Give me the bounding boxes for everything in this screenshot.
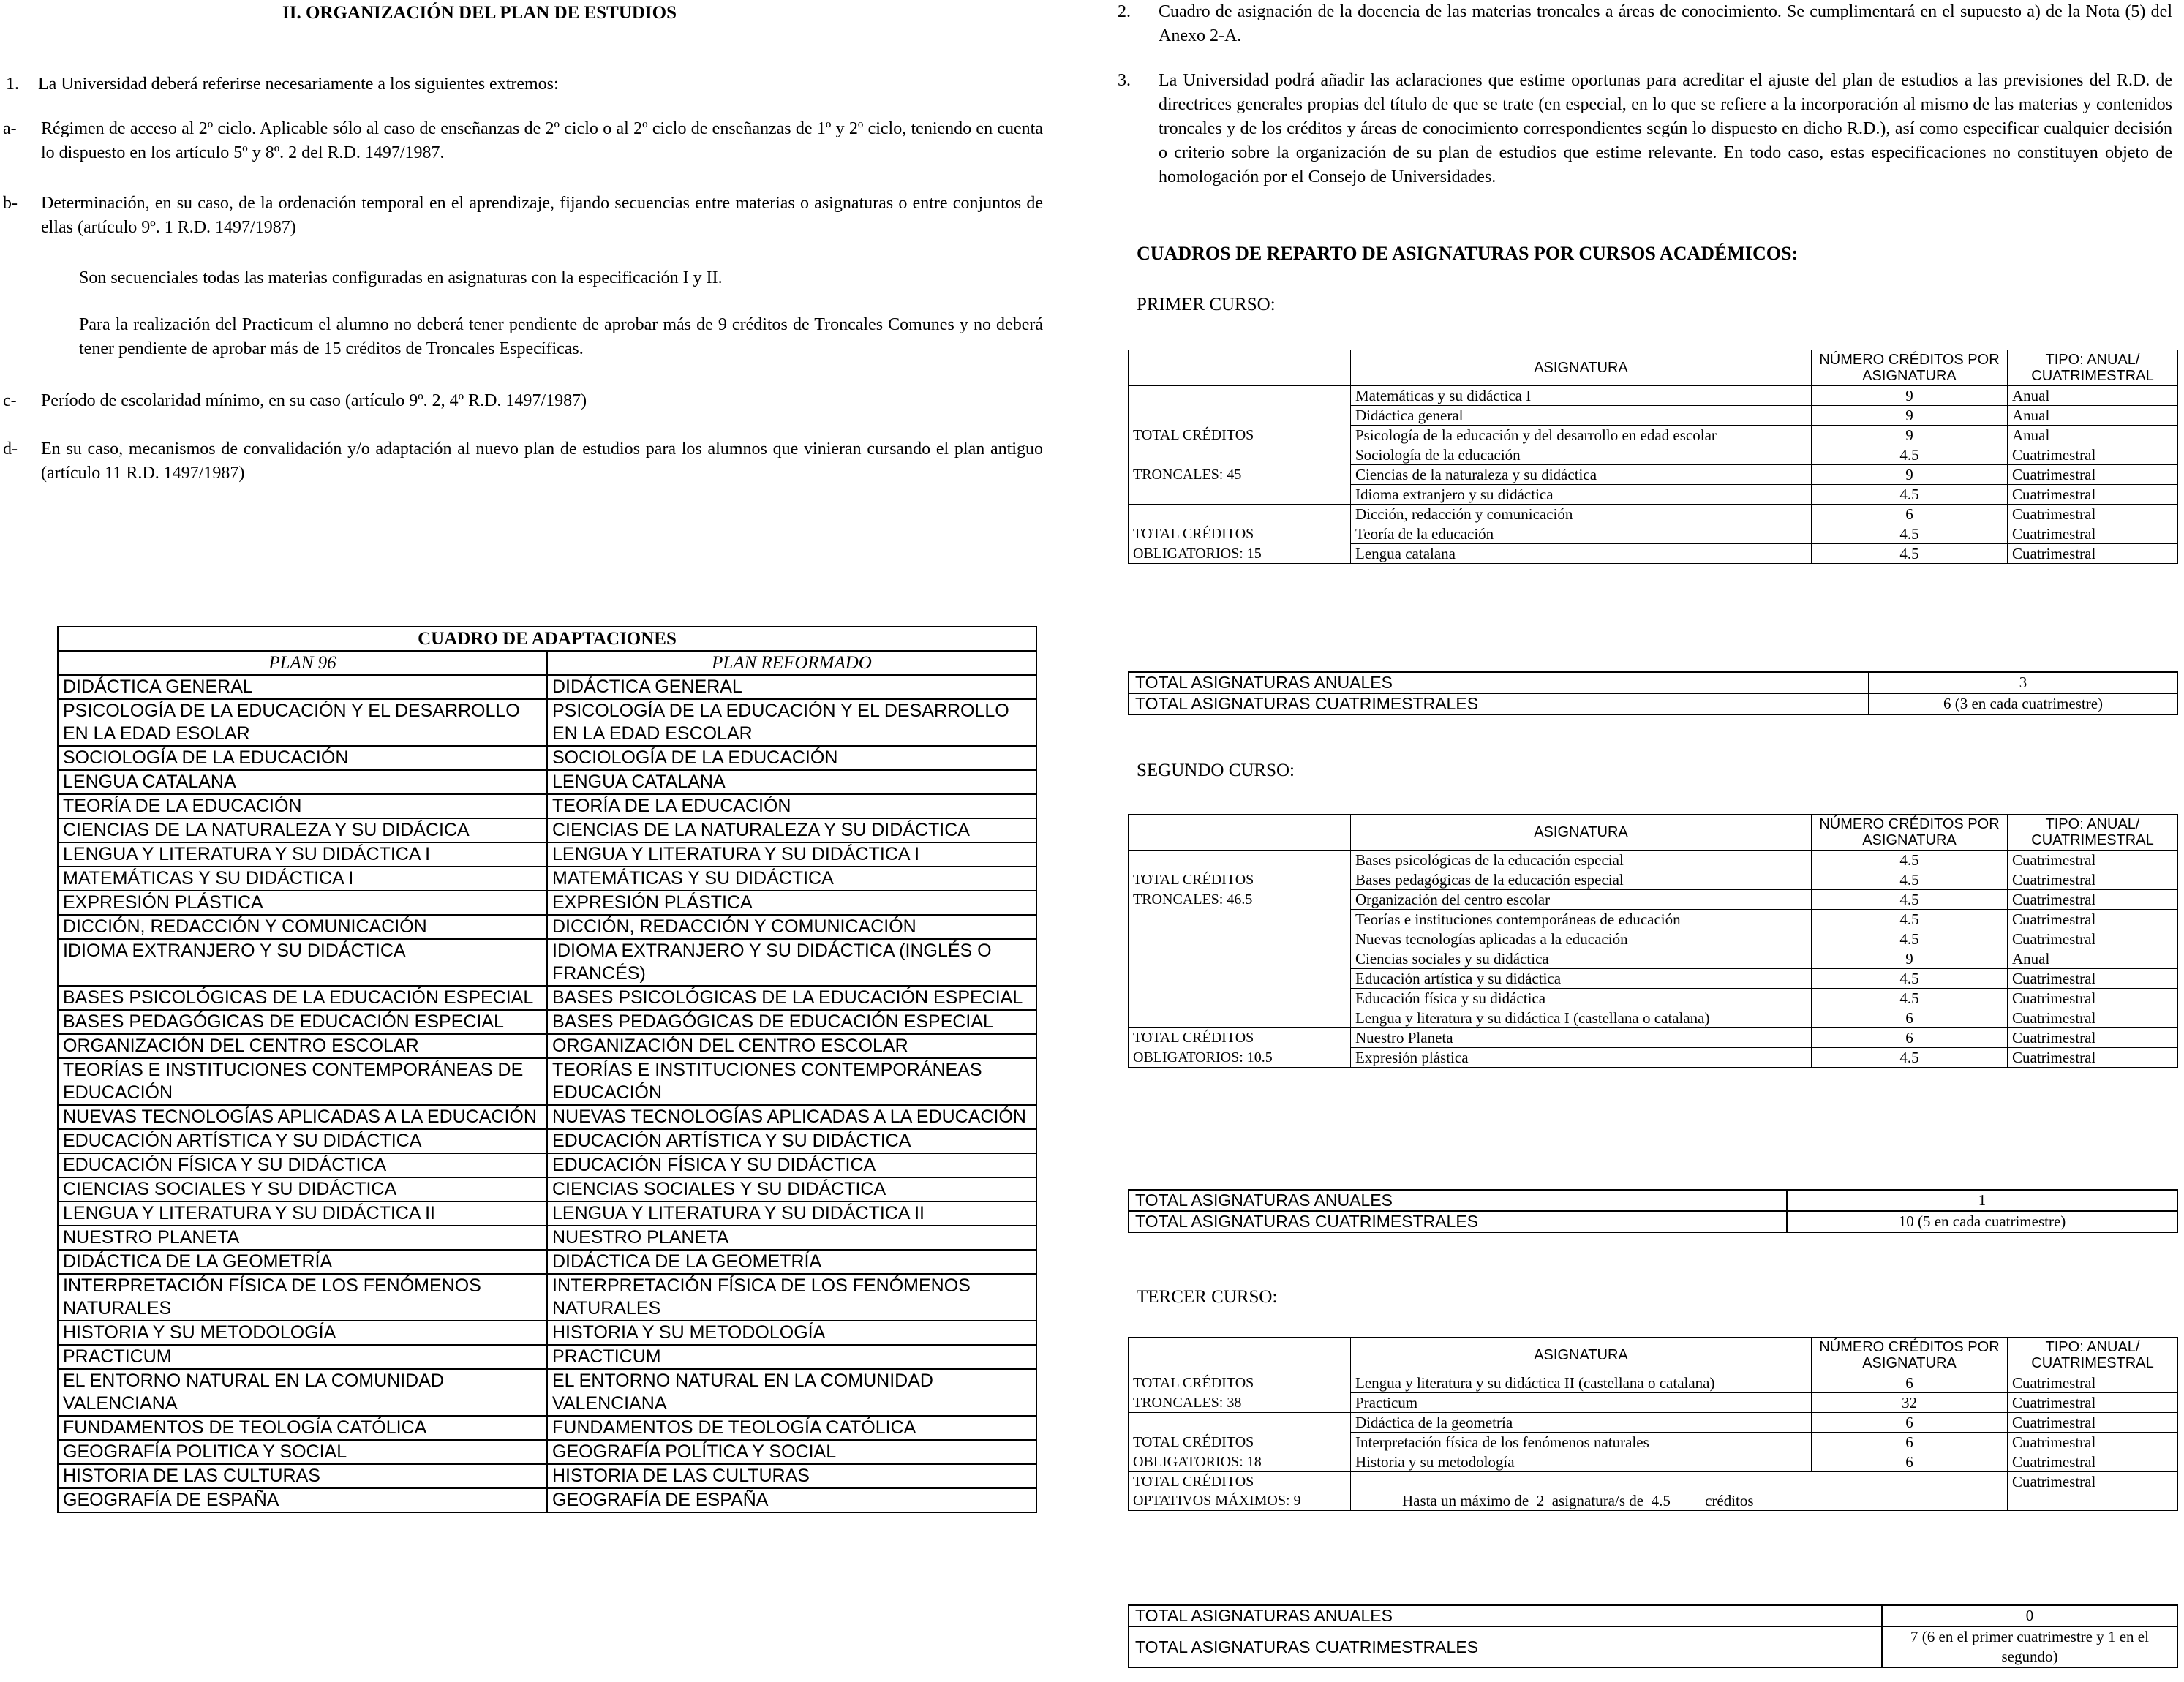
- plan96-cell: DIDÁCTICA GENERAL: [58, 675, 547, 699]
- primer-tipo-cell: Cuatrimestral: [2008, 505, 2178, 524]
- primer-asignatura-cell: Sociología de la educación: [1351, 445, 1812, 465]
- segundo-subject-row: [1129, 1048, 2178, 1068]
- sequence-note: Son secuenciales todas las materias configuradas en asignaturas con la especificación I y II.: [79, 268, 723, 287]
- tercer-subject-row: [1129, 1413, 2178, 1433]
- primer-tipo-cell: Anual: [2008, 426, 2178, 445]
- adaptacion-row: [58, 1464, 1036, 1488]
- primer-creditos-cell: 4.5: [1812, 524, 2008, 544]
- plan-reformado-cell: EDUCACIÓN FÍSICA Y SU DIDÁCTICA: [547, 1153, 1036, 1177]
- tercer-total-anuales-value: 0: [1882, 1605, 2177, 1626]
- plan-reformado-cell: DIDÁCTICA GENERAL: [547, 675, 1036, 699]
- segundo-subject-row: [1129, 851, 2178, 870]
- segundo-group-value: OBLIGATORIOS: 10.5: [1129, 1048, 1351, 1068]
- segundo-group-spacer: [1129, 851, 1351, 870]
- intro-paragraph: [6, 75, 559, 94]
- intro-number: 1.: [6, 75, 19, 94]
- item-b-text: Determinación, en su caso, de la ordenación temporal en el aprendizaje, fijando secuencias entre materias o asignaturas o entre conjuntos de ellas (artículo 9º. 1 R.D. 1497/1987): [41, 194, 1043, 237]
- plan-reformado-cell: EXPRESIÓN PLÁSTICA: [547, 891, 1036, 915]
- plan96-cell: SOCIOLOGÍA DE LA EDUCACIÓN: [58, 746, 547, 770]
- plan96-cell: GEOGRAFÍA POLITICA Y SOCIAL: [58, 1440, 547, 1464]
- primer-creditos-cell: 9: [1812, 465, 2008, 485]
- adaptacion-row: [58, 1105, 1036, 1129]
- tercer-group-value: TRONCALES: 38: [1129, 1393, 1351, 1413]
- primer-total-cuatri-label: TOTAL ASIGNATURAS CUATRIMESTRALES: [1129, 693, 1869, 714]
- plan-reformado-cell: LENGUA CATALANA: [547, 770, 1036, 794]
- item-d-label: d-: [3, 440, 18, 459]
- primer-subject-row: [1129, 485, 2178, 505]
- segundo-tipo-cell: Cuatrimestral: [2008, 969, 2178, 989]
- item-2-label: 2.: [1118, 2, 1131, 21]
- segundo-tipo-cell: Cuatrimestral: [2008, 989, 2178, 1008]
- adaptacion-row: [58, 818, 1036, 842]
- adaptacion-row: [58, 842, 1036, 867]
- tercer-group-value: OBLIGATORIOS: 18: [1129, 1452, 1351, 1472]
- intro-text: La Universidad deberá referirse necesariamente a los siguientes extremos:: [38, 75, 559, 94]
- primer-creditos-cell: 9: [1812, 386, 2008, 406]
- segundo-tipo-cell: Cuatrimestral: [2008, 890, 2178, 910]
- segundo-header-tipo: TIPO: ANUAL/ CUATRIMESTRAL: [2008, 815, 2178, 851]
- primer-group-label: TOTAL CRÉDITOS: [1129, 524, 1351, 544]
- plan-reformado-cell: DICCIÓN, REDACCIÓN Y COMUNICACIÓN: [547, 915, 1036, 939]
- segundo-group-spacer: [1129, 1008, 1351, 1028]
- segundo-creditos-cell: 4.5: [1812, 929, 2008, 949]
- primer-total-anuales-value: 3: [1869, 672, 2177, 693]
- plan96-cell: NUEVAS TECNOLOGÍAS APLICADAS A LA EDUCACIÓN: [58, 1105, 547, 1129]
- segundo-asignatura-cell: Nuestro Planeta: [1351, 1028, 1812, 1048]
- primer-group-value: TRONCALES: 45: [1129, 465, 1351, 485]
- plan-reformado-cell: NUEVAS TECNOLOGÍAS APLICADAS A LA EDUCACIÓN: [547, 1105, 1036, 1129]
- plan-reformado-cell: TEORÍA DE LA EDUCACIÓN: [547, 794, 1036, 818]
- adaptacion-row: [58, 1058, 1036, 1105]
- tercer-optativa-text: Hasta un máximo de 2 asignatura/s de 4.5 créditos: [1351, 1472, 2008, 1511]
- plan96-cell: CIENCIAS SOCIALES Y SU DIDÁCTICA: [58, 1177, 547, 1202]
- primer-asignatura-cell: Didáctica general: [1351, 406, 1812, 426]
- primer-subject-row: [1129, 406, 2178, 426]
- plan-reformado-cell: NUESTRO PLANETA: [547, 1226, 1036, 1250]
- item-3-label: 3.: [1118, 71, 1131, 90]
- segundo-asignatura-cell: Teorías e instituciones contemporáneas de educación: [1351, 910, 1812, 929]
- plan96-cell: LENGUA CATALANA: [58, 770, 547, 794]
- primer-creditos-cell: 4.5: [1812, 544, 2008, 564]
- segundo-group-spacer: [1129, 989, 1351, 1008]
- tercer-asignatura-cell: Didáctica de la geometría: [1351, 1413, 1812, 1433]
- plan96-cell: BASES PSICOLÓGICAS DE LA EDUCACIÓN ESPECIAL: [58, 986, 547, 1010]
- primer-tipo-cell: Anual: [2008, 406, 2178, 426]
- plan96-cell: CIENCIAS DE LA NATURALEZA Y SU DIDÁCICA: [58, 818, 547, 842]
- tercer-creditos-cell: 6: [1812, 1373, 2008, 1393]
- segundo-tipo-cell: Anual: [2008, 949, 2178, 969]
- primer-curso-title: PRIMER CURSO:: [1137, 295, 1276, 314]
- segundo-creditos-cell: 4.5: [1812, 890, 2008, 910]
- segundo-group-spacer: [1129, 949, 1351, 969]
- segundo-total-cuatri-label: TOTAL ASIGNATURAS CUATRIMESTRALES: [1129, 1211, 1787, 1232]
- tercer-asignatura-cell: Historia y su metodología: [1351, 1452, 1812, 1472]
- tercer-optativa-tipo: Cuatrimestral: [2008, 1472, 2178, 1511]
- plan-reformado-cell: EDUCACIÓN ARTÍSTICA Y SU DIDÁCTICA: [547, 1129, 1036, 1153]
- tercer-creditos-cell: 6: [1812, 1452, 2008, 1472]
- segundo-total-cuatri-value: 10 (5 en cada cuatrimestre): [1787, 1211, 2177, 1232]
- item-a-text: Régimen de acceso al 2º ciclo. Aplicable sólo al caso de enseñanzas de 2º ciclo o al 2º ciclo de enseñanzas de 1º y 2º ciclo, teniendo en cuenta lo dispuesto en los artículo 5º y 8º. 2 del R.D. 1497/1987.: [41, 119, 1043, 162]
- plan96-cell: PSICOLOGÍA DE LA EDUCACIÓN Y EL DESARROLLO EN LA EDAD ESOLAR: [58, 699, 547, 746]
- tercer-optativa-label: [1129, 1472, 1351, 1511]
- adaptacion-row: [58, 1250, 1036, 1274]
- item-2: [1119, 0, 2172, 48]
- plan96-cell: INTERPRETACIÓN FÍSICA DE LOS FENÓMENOS NATURALES: [58, 1274, 547, 1321]
- plan-reformado-cell: GEOGRAFÍA POLÍTICA Y SOCIAL: [547, 1440, 1036, 1464]
- item-c-text: Período de escolaridad mínimo, en su caso (artículo 9º. 2, 4º R.D. 1497/1987): [41, 391, 587, 410]
- primer-asignatura-cell: Lengua catalana: [1351, 544, 1812, 564]
- segundo-tipo-cell: Cuatrimestral: [2008, 851, 2178, 870]
- segundo-group-value: TRONCALES: 46.5: [1129, 890, 1351, 910]
- plan-reformado-cell: PRACTICUM: [547, 1345, 1036, 1369]
- plan-reformado-cell: LENGUA Y LITERATURA Y SU DIDÁCTICA II: [547, 1202, 1036, 1226]
- plan-reformado-cell: GEOGRAFÍA DE ESPAÑA: [547, 1488, 1036, 1512]
- plan-reformado-cell: HISTORIA DE LAS CULTURAS: [547, 1464, 1036, 1488]
- primer-subject-row: [1129, 465, 2178, 485]
- primer-subject-row: [1129, 505, 2178, 524]
- segundo-totals-table: [1128, 1189, 2178, 1233]
- segundo-curso-table: [1128, 814, 2178, 1068]
- segundo-asignatura-cell: Nuevas tecnologías aplicadas a la educación: [1351, 929, 1812, 949]
- tercer-header-tipo: TIPO: ANUAL/ CUATRIMESTRAL: [2008, 1338, 2178, 1373]
- tercer-blank-header: [1129, 1338, 1351, 1373]
- segundo-creditos-cell: 4.5: [1812, 851, 2008, 870]
- plan96-cell: TEORÍAS E INSTITUCIONES CONTEMPORÁNEAS DE EDUCACIÓN: [58, 1058, 547, 1105]
- plan96-cell: GEOGRAFÍA DE ESPAÑA: [58, 1488, 547, 1512]
- adaptacion-row: [58, 1488, 1036, 1512]
- primer-total-anuales-label: TOTAL ASIGNATURAS ANUALES: [1129, 672, 1869, 693]
- item-d-text: En su caso, mecanismos de convalidación y/o adaptación al nuevo plan de estudios para los alumnos que vinieran cursando el plan antiguo (artículo 11 R.D. 1497/1987): [41, 440, 1043, 483]
- tercer-total-cuatri-value: 7 (6 en el primer cuatrimestre y 1 en el segundo): [1882, 1626, 2177, 1667]
- plan96-cell: LENGUA Y LITERATURA Y SU DIDÁCTICA II: [58, 1202, 547, 1226]
- plan96-cell: FUNDAMENTOS DE TEOLOGÍA CATÓLICA: [58, 1416, 547, 1440]
- plan96-cell: HISTORIA Y SU METODOLOGÍA: [58, 1321, 547, 1345]
- segundo-creditos-cell: 9: [1812, 949, 2008, 969]
- segundo-asignatura-cell: Expresión plástica: [1351, 1048, 1812, 1068]
- primer-creditos-cell: 4.5: [1812, 485, 2008, 505]
- tercer-asignatura-cell: Lengua y literatura y su didáctica II (castellana o catalana): [1351, 1373, 1812, 1393]
- tercer-tipo-cell: Cuatrimestral: [2008, 1393, 2178, 1413]
- plan96-cell: EDUCACIÓN ARTÍSTICA Y SU DIDÁCTICA: [58, 1129, 547, 1153]
- segundo-subject-row: [1129, 929, 2178, 949]
- tercer-subject-row: [1129, 1393, 2178, 1413]
- segundo-header-asignatura: ASIGNATURA: [1351, 815, 1812, 851]
- item-c: [3, 389, 1043, 413]
- segundo-tipo-cell: Cuatrimestral: [2008, 1008, 2178, 1028]
- primer-group-spacer: [1129, 485, 1351, 505]
- adaptacion-row: [58, 1034, 1036, 1058]
- segundo-tipo-cell: Cuatrimestral: [2008, 870, 2178, 890]
- plan-reformado-cell: PSICOLOGÍA DE LA EDUCACIÓN Y EL DESARROLLO EN LA EDAD ESCOLAR: [547, 699, 1036, 746]
- segundo-subject-row: [1129, 969, 2178, 989]
- segundo-group-label: TOTAL CRÉDITOS: [1129, 870, 1351, 890]
- tercer-tipo-cell: Cuatrimestral: [2008, 1413, 2178, 1433]
- section-title: II. ORGANIZACIÓN DEL PLAN DE ESTUDIOS: [282, 3, 677, 23]
- tercer-group-spacer: [1129, 1413, 1351, 1433]
- segundo-creditos-cell: 6: [1812, 1008, 2008, 1028]
- plan96-cell: EXPRESIÓN PLÁSTICA: [58, 891, 547, 915]
- primer-creditos-cell: 4.5: [1812, 445, 2008, 465]
- tercer-creditos-cell: 6: [1812, 1413, 2008, 1433]
- adaptacion-row: [58, 1010, 1036, 1034]
- primer-tipo-cell: Cuatrimestral: [2008, 544, 2178, 564]
- item-a-label: a-: [3, 119, 17, 138]
- adaptacion-row: [58, 1226, 1036, 1250]
- primer-curso-table: [1128, 350, 2178, 564]
- primer-tipo-cell: Cuatrimestral: [2008, 465, 2178, 485]
- adaptacion-row: [58, 939, 1036, 986]
- plan96-cell: MATEMÁTICAS Y SU DIDÁCTICA I: [58, 867, 547, 891]
- item-c-label: c-: [3, 391, 17, 410]
- plan96-cell: NUESTRO PLANETA: [58, 1226, 547, 1250]
- primer-tipo-cell: Cuatrimestral: [2008, 445, 2178, 465]
- adaptacion-row: [58, 794, 1036, 818]
- plan96-cell: ORGANIZACIÓN DEL CENTRO ESCOLAR: [58, 1034, 547, 1058]
- primer-asignatura-cell: Idioma extranjero y su didáctica: [1351, 485, 1812, 505]
- adaptacion-row: [58, 891, 1036, 915]
- tercer-creditos-cell: 6: [1812, 1433, 2008, 1452]
- plan-reformado-cell: BASES PEDAGÓGICAS DE EDUCACIÓN ESPECIAL: [547, 1010, 1036, 1034]
- plan96-cell: LENGUA Y LITERATURA Y SU DIDÁCTICA I: [58, 842, 547, 867]
- item-a: [3, 117, 1043, 165]
- segundo-curso-title: SEGUNDO CURSO:: [1137, 761, 1295, 780]
- segundo-group-spacer: [1129, 969, 1351, 989]
- primer-asignatura-cell: Ciencias de la naturaleza y su didáctica: [1351, 465, 1812, 485]
- segundo-asignatura-cell: Lengua y literatura y su didáctica I (castellana o catalana): [1351, 1008, 1812, 1028]
- tercer-creditos-cell: 32: [1812, 1393, 2008, 1413]
- adaptacion-row: [58, 1177, 1036, 1202]
- tercer-totals-table: [1128, 1604, 2178, 1668]
- adaptacion-row: [58, 1345, 1036, 1369]
- plan96-cell: EDUCACIÓN FÍSICA Y SU DIDÁCTICA: [58, 1153, 547, 1177]
- primer-group-value: OBLIGATORIOS: 15: [1129, 544, 1351, 564]
- item-b: [3, 192, 1043, 240]
- primer-subject-row: [1129, 426, 2178, 445]
- primer-header-creditos: NÚMERO CRÉDITOS POR ASIGNATURA: [1812, 350, 2008, 386]
- tercer-asignatura-cell: Practicum: [1351, 1393, 1812, 1413]
- segundo-group-label: TOTAL CRÉDITOS: [1129, 1028, 1351, 1048]
- plan-reformado-cell: MATEMÁTICAS Y SU DIDÁCTICA: [547, 867, 1036, 891]
- tercer-header-creditos: NÚMERO CRÉDITOS POR ASIGNATURA: [1812, 1338, 2008, 1373]
- practicum-note: Para la realización del Practicum el alumno no deberá tener pendiente de aprobar más de 9 créditos de Troncales Comunes y no deberá tener pendiente de aprobar más de 15 créditos de Troncales Específicas.: [79, 315, 1043, 358]
- tercer-group-label: TOTAL CRÉDITOS: [1129, 1373, 1351, 1393]
- segundo-asignatura-cell: Bases psicológicas de la educación especial: [1351, 851, 1812, 870]
- primer-group-spacer: [1129, 445, 1351, 465]
- primer-subject-row: [1129, 445, 2178, 465]
- adaptacion-row: [58, 746, 1036, 770]
- plan96-cell: HISTORIA DE LAS CULTURAS: [58, 1464, 547, 1488]
- adaptacion-row: [58, 1416, 1036, 1440]
- column-header-plan96: PLAN 96: [58, 651, 547, 675]
- plan96-cell: IDIOMA EXTRANJERO Y SU DIDÁCTICA: [58, 939, 547, 986]
- primer-header-tipo: TIPO: ANUAL/ CUATRIMESTRAL: [2008, 350, 2178, 386]
- segundo-creditos-cell: 4.5: [1812, 870, 2008, 890]
- segundo-total-anuales-value: 1: [1787, 1190, 2177, 1211]
- segundo-tipo-cell: Cuatrimestral: [2008, 1048, 2178, 1068]
- column-header-plan-reformado: PLAN REFORMADO: [547, 651, 1036, 675]
- primer-subject-row: [1129, 544, 2178, 564]
- tercer-subject-row: [1129, 1452, 2178, 1472]
- segundo-tipo-cell: Cuatrimestral: [2008, 1028, 2178, 1048]
- plan-reformado-cell: IDIOMA EXTRANJERO Y SU DIDÁCTICA (INGLÉS O FRANCÉS): [547, 939, 1036, 986]
- plan-reformado-cell: SOCIOLOGÍA DE LA EDUCACIÓN: [547, 746, 1036, 770]
- tercer-tipo-cell: Cuatrimestral: [2008, 1373, 2178, 1393]
- primer-tipo-cell: Cuatrimestral: [2008, 485, 2178, 505]
- primer-subject-row: [1129, 386, 2178, 406]
- adaptacion-row: [58, 1440, 1036, 1464]
- adaptacion-row: [58, 915, 1036, 939]
- tercer-asignatura-cell: Interpretación física de los fenómenos naturales: [1351, 1433, 1812, 1452]
- tercer-optativa-label-line2: OPTATIVOS MÁXIMOS: 9: [1133, 1493, 1301, 1509]
- item-2-text: Cuadro de asignación de la docencia de las materias troncales a áreas de conocimiento. Se cumplimentará en el supuesto a) de la Nota (5) del Anexo 2-A.: [1159, 2, 2172, 45]
- adaptacion-row: [58, 1129, 1036, 1153]
- segundo-creditos-cell: 4.5: [1812, 989, 2008, 1008]
- reparto-heading: CUADROS DE REPARTO DE ASIGNATURAS POR CURSOS ACADÉMICOS:: [1137, 243, 1799, 264]
- primer-totals-table: [1128, 671, 2178, 715]
- tercer-total-anuales-label: TOTAL ASIGNATURAS ANUALES: [1129, 1605, 1882, 1626]
- primer-group-label: TOTAL CRÉDITOS: [1129, 426, 1351, 445]
- segundo-subject-row: [1129, 870, 2178, 890]
- item-b-label: b-: [3, 194, 18, 213]
- segundo-asignatura-cell: Educación artística y su didáctica: [1351, 969, 1812, 989]
- plan-reformado-cell: DIDÁCTICA DE LA GEOMETRÍA: [547, 1250, 1036, 1274]
- segundo-total-anuales-label: TOTAL ASIGNATURAS ANUALES: [1129, 1190, 1787, 1211]
- adaptacion-row: [58, 1369, 1036, 1416]
- tercer-subject-row: [1129, 1373, 2178, 1393]
- tercer-header-asignatura: ASIGNATURA: [1351, 1338, 1812, 1373]
- primer-blank-header: [1129, 350, 1351, 386]
- segundo-tipo-cell: Cuatrimestral: [2008, 910, 2178, 929]
- segundo-asignatura-cell: Organización del centro escolar: [1351, 890, 1812, 910]
- tercer-curso-table: [1128, 1337, 2178, 1511]
- primer-subject-row: [1129, 524, 2178, 544]
- segundo-subject-row: [1129, 890, 2178, 910]
- plan-reformado-cell: CIENCIAS SOCIALES Y SU DIDÁCTICA: [547, 1177, 1036, 1202]
- adaptacion-row: [58, 1153, 1036, 1177]
- tercer-tipo-cell: Cuatrimestral: [2008, 1452, 2178, 1472]
- adaptaciones-table: [57, 626, 1037, 1513]
- segundo-tipo-cell: Cuatrimestral: [2008, 929, 2178, 949]
- primer-creditos-cell: 9: [1812, 406, 2008, 426]
- segundo-creditos-cell: 4.5: [1812, 969, 2008, 989]
- segundo-subject-row: [1129, 1008, 2178, 1028]
- adaptacion-row: [58, 1321, 1036, 1345]
- primer-group-spacer: [1129, 406, 1351, 426]
- adaptaciones-caption: CUADRO DE ADAPTACIONES: [58, 627, 1036, 651]
- primer-total-cuatri-value: 6 (3 en cada cuatrimestre): [1869, 693, 2177, 714]
- primer-creditos-cell: 6: [1812, 505, 2008, 524]
- adaptacion-row: [58, 867, 1036, 891]
- primer-asignatura-cell: Matemáticas y su didáctica I: [1351, 386, 1812, 406]
- segundo-subject-row: [1129, 949, 2178, 969]
- primer-group-spacer: [1129, 505, 1351, 524]
- primer-tipo-cell: Anual: [2008, 386, 2178, 406]
- item-3: [1119, 69, 2172, 189]
- plan96-cell: DIDÁCTICA DE LA GEOMETRÍA: [58, 1250, 547, 1274]
- primer-asignatura-cell: Psicología de la educación y del desarrollo en edad escolar: [1351, 426, 1812, 445]
- item-3-text: La Universidad podrá añadir las aclaraciones que estime oportunas para acreditar el ajuste del plan de estudios a las previsiones del R.D. de directrices generales propias del título de que se trate (en especial, en lo que se refiere a la incorporación al mismo de las materias y contenidos troncales y de los créditos y áreas de conocimiento correspondientes según lo dispuesto en dicho R.D.), así como especificar cualquier decisión o criterio sobre la organización de su plan de estudios que estime relevante. En todo caso, estas especificaciones no constituyen objeto de homologación por el Consejo de Universidades.: [1159, 71, 2172, 186]
- plan-reformado-cell: CIENCIAS DE LA NATURALEZA Y SU DIDÁCTICA: [547, 818, 1036, 842]
- plan-reformado-cell: TEORÍAS E INSTITUCIONES CONTEMPORÁNEAS EDUCACIÓN: [547, 1058, 1036, 1105]
- primer-header-asignatura: ASIGNATURA: [1351, 350, 1812, 386]
- segundo-asignatura-cell: Educación física y su didáctica: [1351, 989, 1812, 1008]
- segundo-creditos-cell: 4.5: [1812, 1048, 2008, 1068]
- segundo-blank-header: [1129, 815, 1351, 851]
- adaptacion-row: [58, 770, 1036, 794]
- plan96-cell: DICCIÓN, REDACCIÓN Y COMUNICACIÓN: [58, 915, 547, 939]
- plan-reformado-cell: INTERPRETACIÓN FÍSICA DE LOS FENÓMENOS NATURALES: [547, 1274, 1036, 1321]
- segundo-asignatura-cell: Ciencias sociales y su didáctica: [1351, 949, 1812, 969]
- segundo-creditos-cell: 6: [1812, 1028, 2008, 1048]
- segundo-group-spacer: [1129, 929, 1351, 949]
- plan96-cell: PRACTICUM: [58, 1345, 547, 1369]
- plan-reformado-cell: FUNDAMENTOS DE TEOLOGÍA CATÓLICA: [547, 1416, 1036, 1440]
- segundo-subject-row: [1129, 910, 2178, 929]
- primer-asignatura-cell: Teoría de la educación: [1351, 524, 1812, 544]
- adaptacion-row: [58, 986, 1036, 1010]
- segundo-header-creditos: NÚMERO CRÉDITOS POR ASIGNATURA: [1812, 815, 2008, 851]
- plan96-cell: BASES PEDAGÓGICAS DE EDUCACIÓN ESPECIAL: [58, 1010, 547, 1034]
- plan-reformado-cell: LENGUA Y LITERATURA Y SU DIDÁCTICA I: [547, 842, 1036, 867]
- segundo-subject-row: [1129, 989, 2178, 1008]
- tercer-subject-row: [1129, 1433, 2178, 1452]
- segundo-creditos-cell: 4.5: [1812, 910, 2008, 929]
- adaptacion-row: [58, 699, 1036, 746]
- segundo-asignatura-cell: Bases pedagógicas de la educación especial: [1351, 870, 1812, 890]
- tercer-optativa-label-line1: TOTAL CRÉDITOS: [1133, 1474, 1254, 1490]
- segundo-group-spacer: [1129, 910, 1351, 929]
- tercer-curso-title: TERCER CURSO:: [1137, 1287, 1278, 1307]
- plan-reformado-cell: BASES PSICOLÓGICAS DE LA EDUCACIÓN ESPECIAL: [547, 986, 1036, 1010]
- tercer-tipo-cell: Cuatrimestral: [2008, 1433, 2178, 1452]
- item-d: [3, 437, 1043, 486]
- plan-reformado-cell: HISTORIA Y SU METODOLOGÍA: [547, 1321, 1036, 1345]
- tercer-group-label: TOTAL CRÉDITOS: [1129, 1433, 1351, 1452]
- plan-reformado-cell: ORGANIZACIÓN DEL CENTRO ESCOLAR: [547, 1034, 1036, 1058]
- primer-asignatura-cell: Dicción, redacción y comunicación: [1351, 505, 1812, 524]
- segundo-subject-row: [1129, 1028, 2178, 1048]
- adaptacion-row: [58, 1274, 1036, 1321]
- tercer-optativa-row: [1129, 1472, 2178, 1511]
- adaptacion-row: [58, 675, 1036, 699]
- tercer-total-cuatri-label: TOTAL ASIGNATURAS CUATRIMESTRALES: [1129, 1626, 1882, 1667]
- primer-group-spacer: [1129, 386, 1351, 406]
- primer-creditos-cell: 9: [1812, 426, 2008, 445]
- primer-tipo-cell: Cuatrimestral: [2008, 524, 2178, 544]
- adaptacion-row: [58, 1202, 1036, 1226]
- plan96-cell: EL ENTORNO NATURAL EN LA COMUNIDAD VALENCIANA: [58, 1369, 547, 1416]
- plan-reformado-cell: EL ENTORNO NATURAL EN LA COMUNIDAD VALENCIANA: [547, 1369, 1036, 1416]
- plan96-cell: TEORÍA DE LA EDUCACIÓN: [58, 794, 547, 818]
